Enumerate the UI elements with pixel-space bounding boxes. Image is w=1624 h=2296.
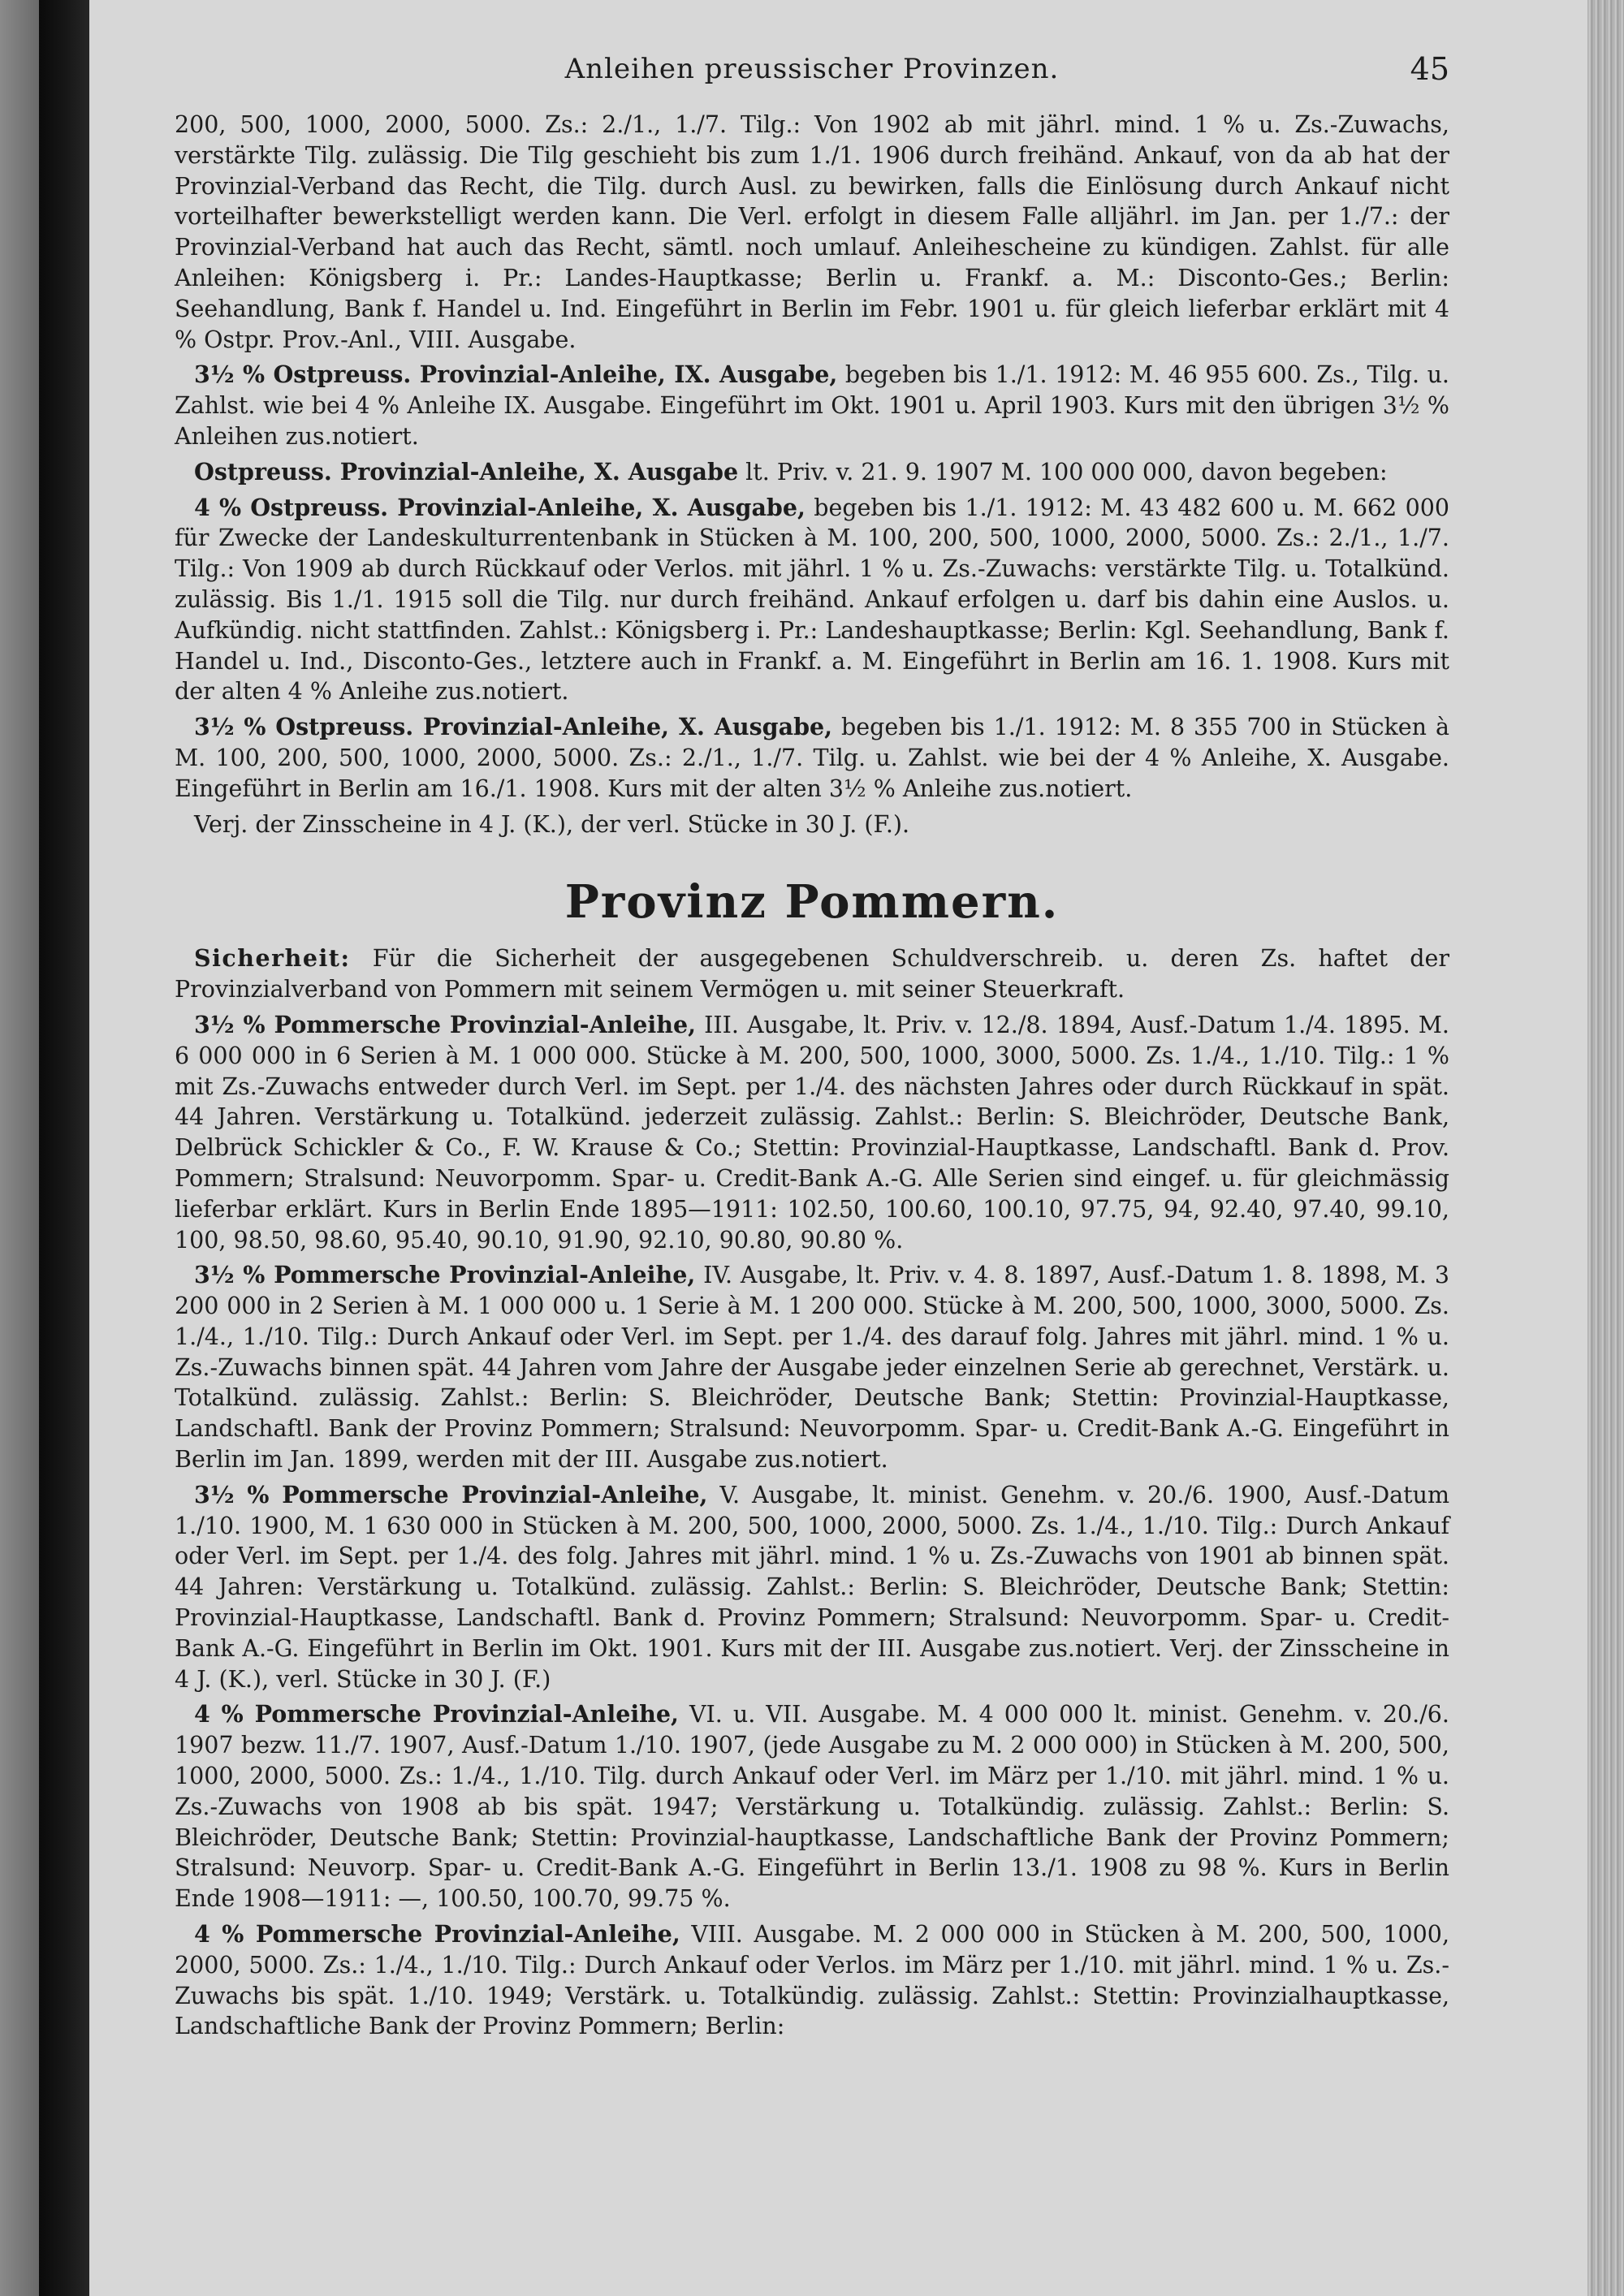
issue-heading: 4 % Ostpreuss. Provinzial-Anleihe, X. Ausgabe, xyxy=(194,493,806,521)
issue-heading: 3½ % Pommersche Provinzial-Anleihe, xyxy=(194,1010,696,1038)
paragraph: 200, 500, 1000, 2000, 5000. Zs.: 2./1., 1./7. Tilg.: Von 1902 ab mit jährl. mind. 1 % u. Zs.-Zuwachs, verstärkte Tilg. zulässig. Die Tilg geschieht bis zum 1./1. 1906 durch freihänd. Ankauf, von da ab hat der Provinzial-Verband das Recht, die Tilg. durch Ausl. zu bewirken, falls die Einlösung durch Ankauf nicht vorteilhafter bewerkstelligt werden kann. Die Verl. erfolgt in diesem Falle alljährl. im Jan. per 1./7.: der Provinzial-Verband hat auch das Recht, sämtl. noch umlauf. Anleihescheine zu kündigen. Zahlst. für alle Anleihen: Königsberg i. Pr.: Landes-Hauptkasse; Berlin u. Frankf. a. M.: Disconto-Ges.; Berlin: Seehandlung, Bank f. Handel u. Ind. Eingeführt in Berlin im Febr. 1901 u. für gleich lieferbar erklärt mit 4 % Ostpr. Prov.-Anl., VIII. Ausgabe. xyxy=(175,111,1449,353)
paragraph: Verj. der Zinsscheine in 4 J. (K.), der verl. Stücke in 30 J. (F.). xyxy=(194,810,910,838)
issue-heading: 3½ % Ostpreuss. Provinzial-Anleihe, X. Ausgabe, xyxy=(194,713,833,741)
issue-heading: 3½ % Ostpreuss. Provinzial-Anleihe, IX. Ausgabe, xyxy=(194,360,838,389)
book-spine-shadow xyxy=(39,0,89,2296)
paragraph: 3½ % Pommersche Provinzial-Anleihe, V. Ausgabe, lt. minist. Genehm. v. 20./6. 1900, Ausf.-Datum 1./10. 1900, M. 1 630 000 in Stücken à M. 200, 500, 1000, 2000, 5000. Zs. 1./4., 1./10. Tilg.: Durch Ankauf oder Verl. im Sept. per 1./4. des folg. Jahres mit jährl. mind. 1 % u. Zs.-Zuwachs von 1901 ab binnen spät. 44 Jahren: Verstärkung u. Totalkünd. zulässig. Zahlst.: Berlin: S. Bleichröder, Deutsche Bank; Stettin: Provinzial-Hauptkasse, Landschaftl. Bank d. Provinz Pommern; Stralsund: Neuvorpomm. Spar- u. Credit-Bank A.-G. Eingeführt in Berlin im Okt. 1901. Kurs mit der III. Ausgabe zus.notiert. Verj. der Zinsscheine in 4 J. (K.), verl. Stücke in 30 J. (F.) xyxy=(175,1480,1449,1693)
paragraph: 3½ % Pommersche Provinzial-Anleihe, IV. Ausgabe, lt. Priv. v. 4. 8. 1897, Ausf.-Datum 1. 8. 1898, M. 3 200 000 in 2 Serien à M. 1 000 000 u. 1 Serie à M. 1 200 000. Stücke à M. 200, 500, 1000, 3000, 5000. Zs. 1./4., 1./10. Tilg.: Durch Ankauf oder Verl. im Sept. per 1./4. des darauf folg. Jahres mit jährl. mind. 1 % u. Zs.-Zuwachs binnen spät. 44 Jahren vom Jahre der Ausgabe jeder einzelnen Serie ab gerechnet, Verstärk. u. Totalkünd. zulässig. Zahlst.: Berlin: S. Bleichröder, Deutsche Bank; Stettin: Provinzial-Hauptkasse, Landschaftl. Bank der Provinz Pommern; Stralsund: Neuvorpomm. Spar- u. Credit-Bank A.-G. Eingeführt in Berlin im Jan. 1899, werden mit der III. Ausgabe zus.notiert. xyxy=(175,1261,1449,1474)
paragraph: 4 % Ostpreuss. Provinzial-Anleihe, X. Ausgabe, begeben bis 1./1. 1912: M. 43 482 600 u. M. 662 000 für Zwecke der Landeskulturrentenbank in Stücken à M. 100, 200, 500, 1000, 2000, 5000. Zs.: 2./1., 1./7. Tilg.: Von 1909 ab durch Rückkauf oder Verlos. mit jährl. 1 % u. Zs.-Zuwachs: verstärkte Tilg. u. Totalkünd. zulässig. Bis 1./1. 1915 soll die Tilg. nur durch freihänd. Ankauf erfolgen u. darf bis dahin eine Auslos. u. Aufkündig. nicht stattfinden. Zahlst.: Königsberg i. Pr.: Landeshauptkasse; Berlin: Kgl. Seehandlung, Bank f. Handel u. Ind., Disconto-Ges., letztere auch in Frankf. a. M. Eingeführt in Berlin am 16. 1. 1908. Kurs mit der alten 4 % Anleihe zus.notiert. xyxy=(175,493,1449,706)
page-edges xyxy=(1587,0,1624,2296)
running-title: Anleihen preussischer Provinzen. xyxy=(564,53,1060,85)
paragraph: 4 % Pommersche Provinzial-Anleihe, VI. u. VII. Ausgabe. M. 4 000 000 lt. minist. Genehm. v. 20./6. 1907 bezw. 11./7. 1907, Ausf.-Datum 1./10. 1907, (jede Ausgabe zu M. 2 000 000) in Stücken à M. 200, 500, 1000, 2000, 5000. Zs.: 1./4., 1./10. Tilg. durch Ankauf oder Verl. im März per 1./10. mit jährl. mind. 1 % u. Zs.-Zuwachs von 1908 ab bis spät. 1947; Verstärkung u. Totalkündig. zulässig. Zahlst.: Berlin: S. Bleichröder, Deutsche Bank; Stettin: Provinzial-hauptkasse, Landschaftliche Bank der Provinz Pommern; Stralsund: Neuvorp. Spar- u. Credit-Bank A.-G. Eingeführt in Berlin 13./1. 1908 zu 98 %. Kurs in Berlin Ende 1908—1911: —, 100.50, 100.70, 99.75 %. xyxy=(175,1700,1449,1913)
issue-heading: Sicherheit: xyxy=(194,944,351,973)
paragraph: Sicherheit: Für die Sicherheit der ausgegebenen Schuldverschreib. u. deren Zs. haftet der Provinzialverband von Pommern mit seinem Vermögen u. mit seiner Steuerkraft. xyxy=(175,944,1449,1003)
issue-heading: 4 % Pommersche Provinzial-Anleihe, xyxy=(194,1700,679,1728)
page-number: 45 xyxy=(1410,51,1449,87)
paragraph: Ostpreuss. Provinzial-Anleihe, X. Ausgabe lt. Priv. v. 21. 9. 1907 M. 100 000 000, davon begeben: xyxy=(194,457,1388,486)
pommern-section xyxy=(175,943,1449,2042)
section-title: Provinz Pommern. xyxy=(564,875,1060,930)
paragraph: 3½ % Pommersche Provinzial-Anleihe, III. Ausgabe, lt. Priv. v. 12./8. 1894, Ausf.-Datum 1./4. 1895. M. 6 000 000 in 6 Serien à M. 1 000 000. Stücke à M. 200, 500, 1000, 3000, 5000. Zs. 1./4., 1./10. Tilg.: 1 % mit Zs.-Zuwachs entweder durch Verl. im Sept. per 1./4. des nächsten Jahres oder durch Rückkauf in spät. 44 Jahren. Verstärkung u. Totalkünd. jederzeit zulässig. Zahlst.: Berlin: S. Bleichröder, Deutsche Bank, Delbrück Schickler & Co., F. W. Krause & Co.; Stettin: Provinzial-Hauptkasse, Landschaftl. Bank d. Prov. Pommern; Stralsund: Neuvorpomm. Spar- u. Credit-Bank A.-G. Alle Serien sind eingef. u. für gleichmässig lieferbar erklärt. Kurs in Berlin Ende 1895—1911: 102.50, 100.60, 100.10, 97.75, 94, 92.40, 97.40, 99.10, 100, 98.50, 98.60, 95.40, 90.10, 91.90, 92.10, 90.80, 90.80 %. xyxy=(175,1010,1449,1254)
paragraph: 4 % Pommersche Provinzial-Anleihe, VIII. Ausgabe. M. 2 000 000 in Stücken à M. 200, 500, 1000, 2000, 5000. Zs.: 1./4., 1./10. Tilg.: Durch Ankauf oder Verlos. im März per 1./10. mit jährl. mind. 1 % u. Zs.-Zuwachs bis spät. 1./10. 1949; Verstärk. u. Totalkündig. zulässig. Zahlst.: Stettin: Provinzialhauptkasse, Landschaftliche Bank der Provinz Pommern; Berlin: xyxy=(175,1920,1449,2040)
document-page xyxy=(175,45,1449,2269)
issue-heading: 3½ % Pommersche Provinzial-Anleihe, xyxy=(194,1261,696,1289)
paragraph: 3½ % Ostpreuss. Provinzial-Anleihe, X. Ausgabe, begeben bis 1./1. 1912: M. 8 355 700 in Stücken à M. 100, 200, 500, 1000, 2000, 5000. Zs.: 2./1., 1./7. Tilg. u. Zahlst. wie bei der 4 % Anleihe, X. Ausgabe. Eingeführt in Berlin am 16./1. 1908. Kurs mit der alten 3½ % Anleihe zus.notiert. xyxy=(175,713,1449,802)
ostpreussen-continuation xyxy=(175,110,1449,839)
issue-heading: Ostpreuss. Provinzial-Anleihe, X. Ausgabe xyxy=(194,457,739,486)
issue-heading: 3½ % Pommersche Provinzial-Anleihe, xyxy=(194,1480,708,1508)
paragraph: 3½ % Ostpreuss. Provinzial-Anleihe, IX. Ausgabe, begeben bis 1./1. 1912: M. 46 955 600. Zs., Tilg. u. Zahlst. wie bei 4 % Anleihe IX. Ausgabe. Eingeführt im Okt. 1901 u. April 1903. Kurs mit den übrigen 3½ % Anleihen zus.notiert. xyxy=(175,360,1449,450)
scan-left-margin xyxy=(0,0,39,2296)
running-head xyxy=(175,45,1449,110)
issue-heading: 4 % Pommersche Provinzial-Anleihe, xyxy=(194,1920,680,1949)
